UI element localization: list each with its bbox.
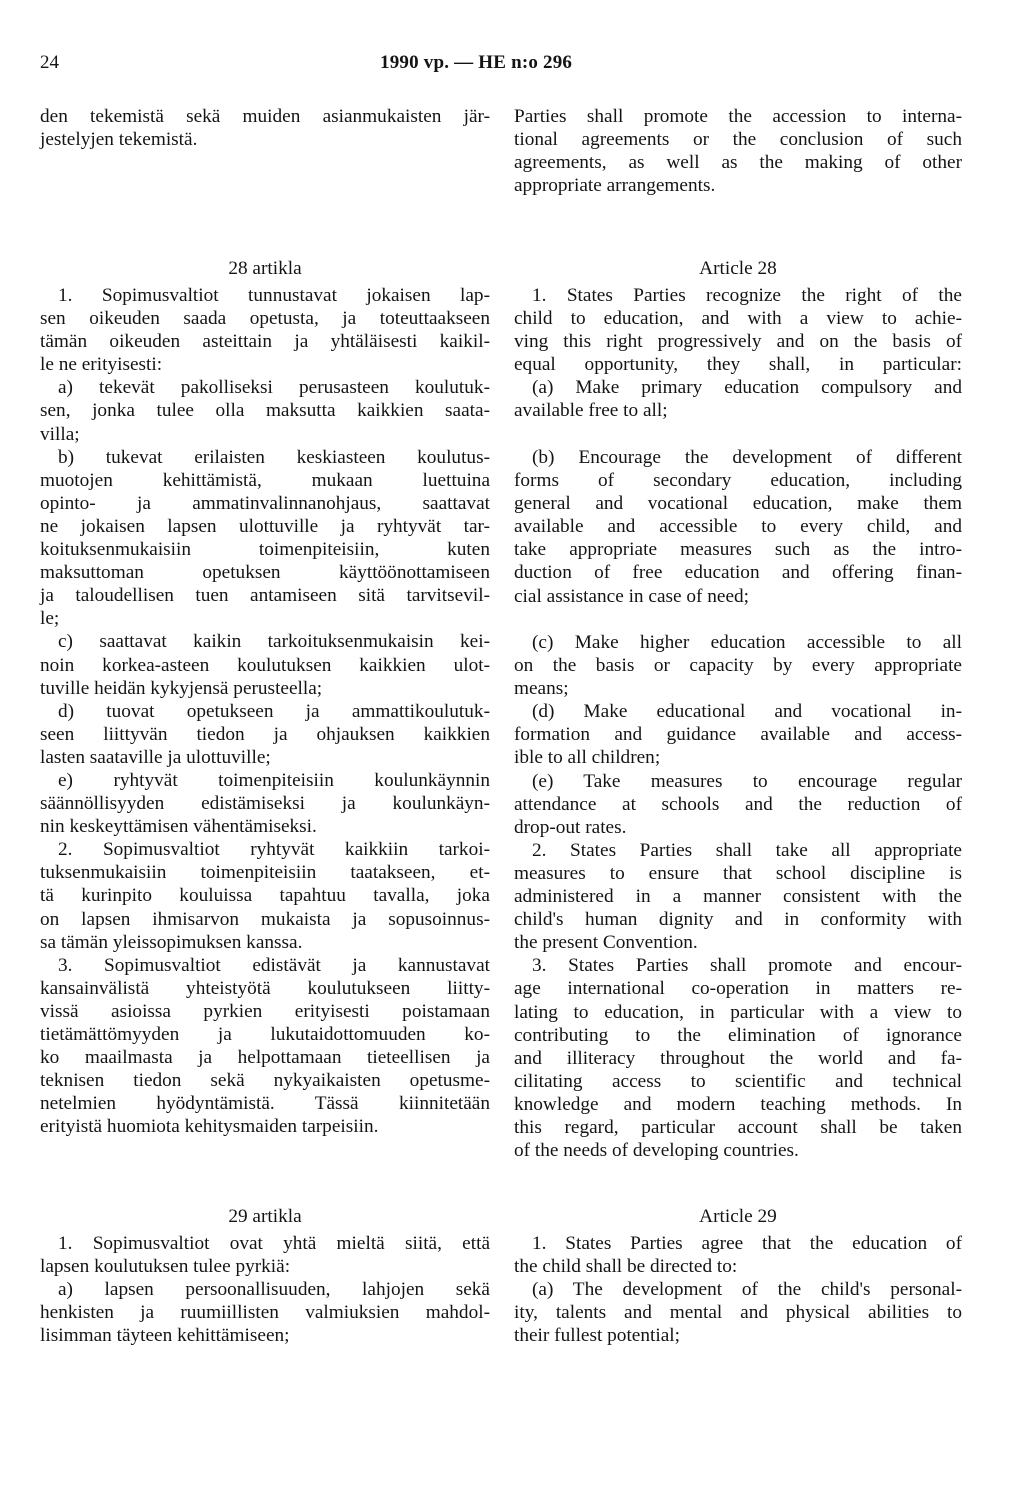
article-29-en [514, 1232, 962, 1347]
text-line: on the basis or capacity by every appropriate [514, 655, 962, 677]
article-29-fi [40, 1232, 490, 1347]
text-line: vissä asioissa pyrkien erityisesti poistamaan [40, 1000, 490, 1022]
text-line: measures to ensure that school discipline is [514, 862, 962, 884]
intro-en [514, 105, 962, 197]
text-line: (e) Take measures to encourage regular [532, 770, 962, 792]
text-line: attendance at schools and the reduction of [514, 793, 962, 815]
page-number: 24 [40, 52, 59, 73]
text-line: agreements, as well as the making of other [514, 152, 962, 174]
text-line: (b) Encourage the development of different [532, 447, 962, 468]
text-line: take appropriate measures such as the intro- [514, 539, 962, 561]
text-line: tuville heidän kykyjensä perusteella; [40, 677, 323, 699]
text-line: a) lapsen persoonallisuuden, lahjojen sekä [58, 1279, 490, 1301]
text-line: 3. Sopimusvaltiot edistävät ja kannustavat [58, 954, 490, 976]
text-line: tä kurinpito kouluissa tapahtuu tavalla, joka [40, 885, 490, 907]
text-line: formation and guidance available and access- [514, 724, 962, 746]
text-line: ko maailmasta ja helpottamaan tieteellisen ja [40, 1047, 490, 1069]
text-line: 1. Sopimusvaltiot tunnustavat jokaisen lap- [58, 285, 490, 306]
text-line: koituksenmukaisiin toimenpiteisiin, kuten [40, 539, 490, 561]
text-line: and illiteracy throughout the world and fa- [514, 1047, 962, 1069]
text-line: tional agreements or the conclusion of such [514, 129, 962, 151]
running-title: 1990 vp. — HE n:o 296 [380, 52, 573, 73]
text-line: 1. Sopimusvaltiot ovat yhtä mieltä siitä, että [58, 1233, 490, 1254]
text-line: sen oikeuden saada opetusta, ja toteuttaakseen [40, 308, 490, 330]
text-line: available free to all; [514, 400, 668, 422]
text-line: (a) Make primary education compulsory and [532, 377, 962, 399]
page-header [0, 52, 1024, 82]
text-line: knowledge and modern teaching methods. In [514, 1093, 962, 1115]
text-line: d) tuovat opetukseen ja ammattikoulutuk- [58, 700, 490, 722]
text-line: noin korkea-asteen koulutuksen kaikkien ulot- [40, 654, 490, 676]
text-line: child to education, and with a view to achie- [514, 308, 962, 330]
text-line: lasten saataville ja ulottuville; [40, 746, 271, 768]
text-line: erityistä huomiota kehitysmaiden tarpeisiin. [40, 1116, 379, 1138]
text-line: opinto- ja ammatinvalinnanohjaus, saattavat [40, 492, 490, 514]
text-line: cilitating access to scientific and technical [514, 1070, 962, 1092]
text-line: den tekemistä sekä muiden asianmukaisten jär- [40, 106, 490, 127]
text-line: e) ryhtyvät toimenpiteisiin koulunkäynnin [58, 769, 490, 791]
text-line: tämän oikeuden asteittain ja yhtäläisesti kaikil- [40, 331, 490, 353]
text-line: lapsen koulutuksen tulee pyrkiä: [40, 1256, 291, 1278]
text-line: 1. States Parties recognize the right of the [532, 285, 962, 306]
article-28-fi [40, 284, 490, 1138]
text-line: sa tämän yleissopimuksen kanssa. [40, 931, 303, 953]
text-line: (c) Make higher education accessible to all [532, 632, 962, 653]
text-line: 3. States Parties shall promote and encour- [532, 955, 962, 977]
text-line: le; [40, 608, 60, 630]
text-line: henkisten ja ruumiillisten valmiuksien mahdol- [40, 1302, 490, 1324]
text-line: c) saattavat kaikin tarkoituksenmukaisin kei- [58, 631, 490, 653]
text-line: teknisen tiedon sekä nykyaikaisten opetusme- [40, 1070, 490, 1092]
text-line: duction of free education and offering finan- [514, 562, 962, 584]
article-29-heading-fi: 29 artikla [228, 1206, 302, 1227]
article-28-heading-en: Article 28 [699, 258, 777, 279]
text-line: kansainvälistä yhteistyötä koulutukseen liitty- [40, 977, 490, 999]
text-line: jestelyjen tekemistä. [40, 129, 198, 151]
article-28-en-part-b [514, 446, 962, 608]
text-line: contributing to the elimination of ignorance [514, 1024, 962, 1046]
text-line: child's human dignity and in conformity with [514, 909, 962, 931]
article-29-heading-en: Article 29 [699, 1206, 777, 1227]
intro-fi [40, 105, 490, 151]
text-line: b) tukevat erilaisten keskiasteen koulutus- [58, 446, 490, 468]
text-line: equal opportunity, they shall, in particular: [514, 354, 962, 376]
text-line: drop-out rates. [514, 816, 627, 838]
text-line: their fullest potential; [514, 1325, 680, 1347]
text-line: the present Convention. [514, 932, 698, 954]
text-line: ible to all children; [514, 747, 661, 769]
text-line: ja taloudellisen tuen antamiseen sitä tarvitsevil- [40, 585, 490, 607]
text-line: of the needs of developing countries. [514, 1140, 799, 1162]
text-line: tuksenmukaisiin toimenpiteisiin taatakseen, et- [40, 862, 490, 884]
text-line: ne jokaisen lapsen ulottuville ja ryhtyvät tar- [40, 515, 490, 537]
text-line: 2. Sopimusvaltiot ryhtyvät kaikkiin tarkoi- [58, 839, 490, 861]
text-line: maksuttoman opetuksen käyttöönottamiseen [40, 562, 490, 584]
text-line: säännöllisyyden edistämiseksi ja koulunkäyn- [40, 793, 490, 815]
text-line: a) tekevät pakolliseksi perusasteen koulutuk- [58, 377, 490, 399]
text-line: appropriate arrangements. [514, 175, 716, 197]
text-line: age international co-operation in matters re- [514, 978, 962, 1000]
text-line: sen, jonka tulee olla maksutta kaikkien saata- [40, 400, 490, 422]
text-line: tietämättömyyden ja lukutaidottomuuden ko- [40, 1024, 490, 1045]
text-line: this regard, particular account shall be taken [514, 1116, 962, 1138]
text-line: cial assistance in case of need; [514, 585, 750, 607]
text-line: 1. States Parties agree that the education of [532, 1233, 962, 1254]
text-line: forms of secondary education, including [514, 470, 962, 492]
text-line: on lapsen ihmisarvon mukaista ja sopusoinnus- [40, 908, 490, 930]
text-line: villa; [40, 423, 80, 445]
text-line: (d) Make educational and vocational in- [532, 701, 962, 723]
text-line: means; [514, 678, 569, 700]
article-28-en-part-c [514, 631, 962, 1162]
text-line: general and vocational education, make them [514, 493, 962, 515]
text-line: netelmien hyödyntämistä. Tässä kiinnitetään [40, 1093, 490, 1115]
text-line: muotojen kehittämistä, mukaan luettuina [40, 469, 490, 491]
text-line: nin keskeyttämisen vähentämiseksi. [40, 816, 317, 838]
article-28-heading-fi: 28 artikla [228, 258, 302, 279]
text-line: 2. States Parties shall take all appropriate [532, 839, 962, 861]
text-line: ving this right progressively and on the basis of [514, 331, 962, 353]
text-line: lating to education, in particular with a view to [514, 1001, 962, 1023]
text-line: Parties shall promote the accession to interna- [514, 106, 962, 127]
text-line: (a) The development of the child's personal- [532, 1279, 962, 1301]
text-line: lisimman täyteen kehittämiseen; [40, 1325, 290, 1347]
text-line: the child shall be directed to: [514, 1256, 738, 1278]
text-line: seen liittyvän tiedon ja ohjauksen kaikkien [40, 723, 490, 745]
text-line: le ne erityisesti: [40, 354, 163, 376]
article-28-en-part-1 [514, 284, 962, 423]
text-line: administered in a manner consistent with the [514, 886, 962, 908]
text-line: ity, talents and mental and physical abilities to [514, 1302, 962, 1324]
text-line: available and accessible to every child, and [514, 516, 962, 538]
